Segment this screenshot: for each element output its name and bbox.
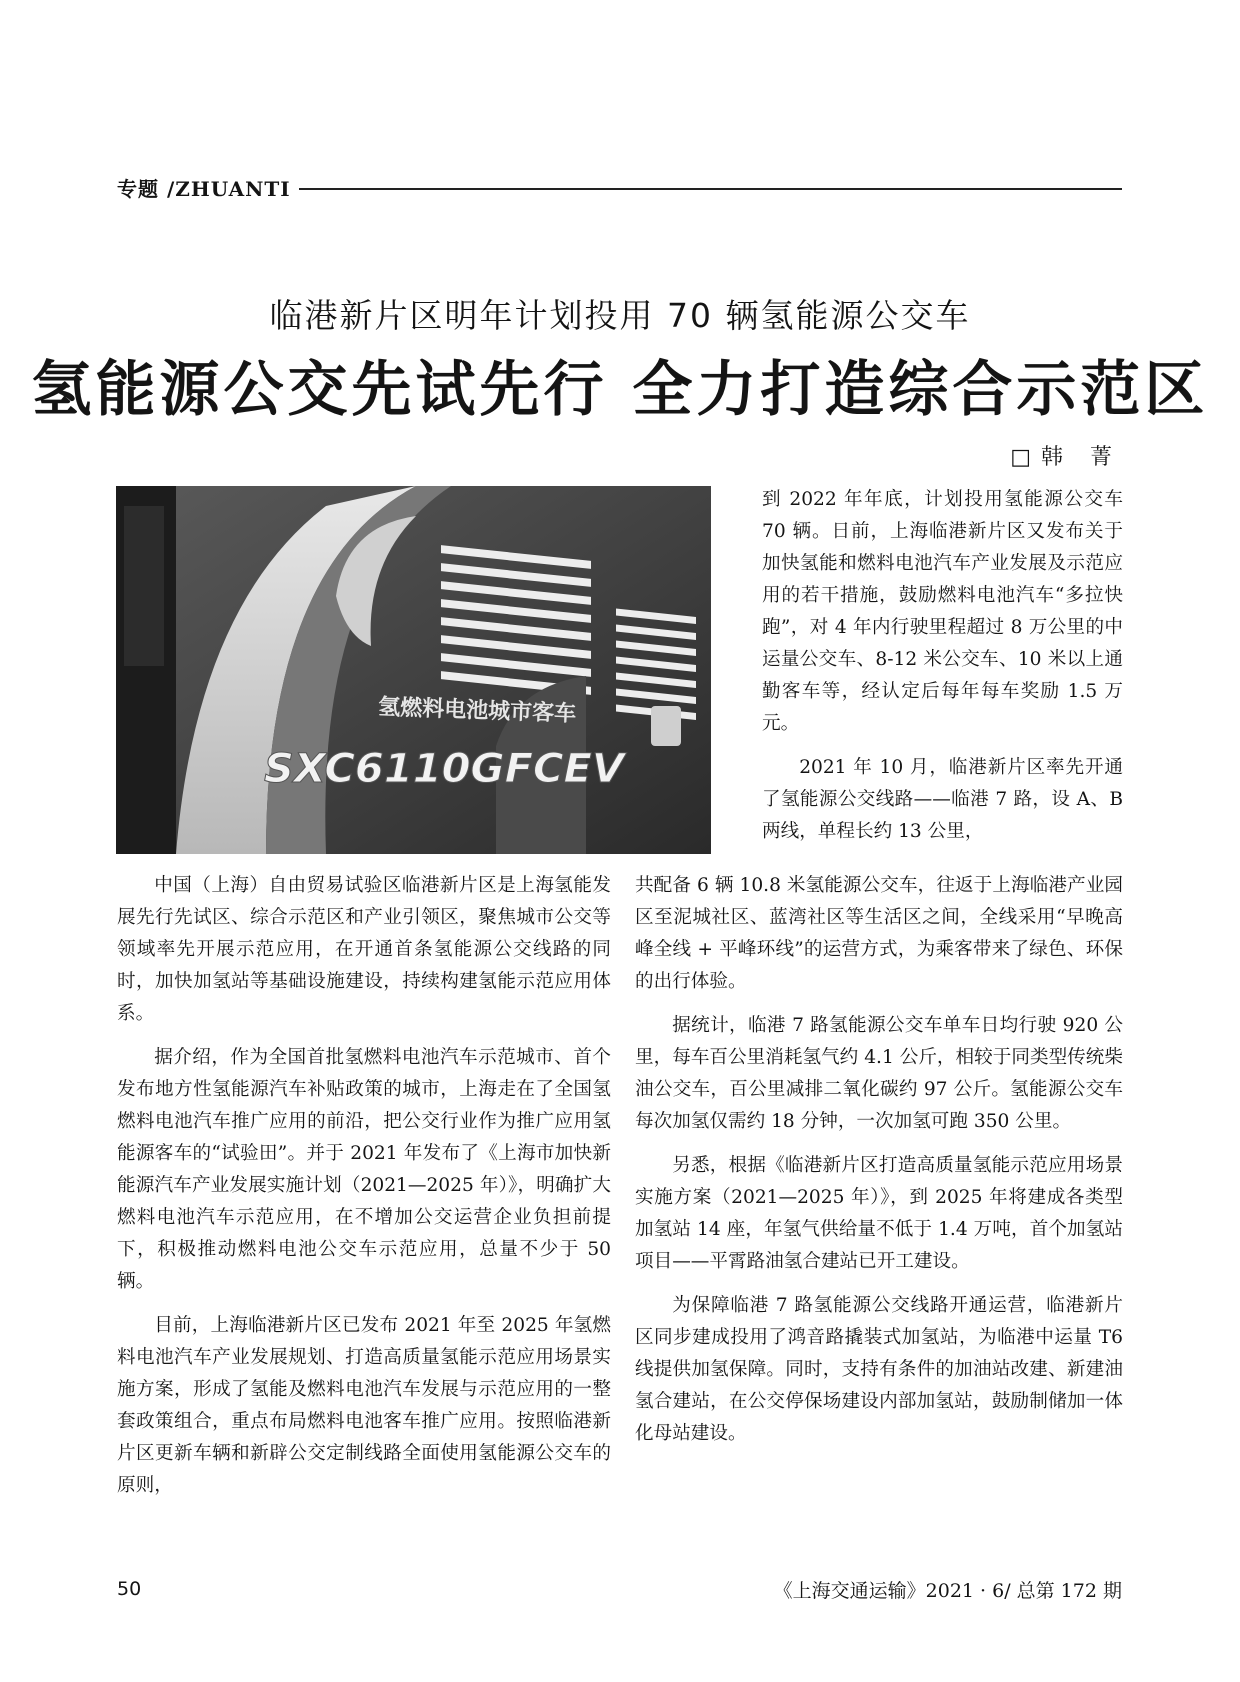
paragraph: 中国（上海）自由贸易试验区临港新片区是上海氢能发展先行先试区、综合示范区和产业引领区，聚焦城市公交等领域率先开展示范应用，在开通首条氢能源公交线路的同时，加快加氢站等基础设施建设，持续构建氢能示范应用体系。 bbox=[117, 875, 611, 1024]
paragraph: 到 2022 年年底，计划投用氢能源公交车 70 辆。日前，上海临港新片区又发布关于加快氢能和燃料电池汽车产业发展及示范应用的若干措施，鼓励燃料电池汽车“多拉快跑”，对 4 年内行驶里程超过 8 万公里的中运量公交车、8-12 米公交车、10 米以上通勤客车等，经认定后每年每车奖励 1.5 万元。 bbox=[762, 489, 1123, 734]
bus-label-text: 氢燃料电池城市客车 bbox=[377, 695, 577, 727]
paragraph: 为保障临港 7 路氢能源公交线路开通运营，临港新片区同步建成投用了鸿音路撬装式加氢站，为临港中运量 T6 线提供加氢保障。同时，支持有条件的加油站改建、新建油氢合建站，在公交停保场建设内部加氢站，鼓励制储加一体化母站建设。 bbox=[635, 1295, 1123, 1444]
column-left bbox=[117, 870, 611, 1514]
paragraph: 2021 年 10 月，临港新片区率先开通了氢能源公交线路——临港 7 路，设 A、B 两线，单程长约 13 公里， bbox=[762, 757, 1123, 842]
article-subtitle: 临港新片区明年计划投用 70 辆氢能源公交车 bbox=[269, 296, 971, 335]
article-title: 氢能源公交先试先行 全力打造综合示范区 bbox=[31, 355, 1209, 425]
paragraph: 据统计，临港 7 路氢能源公交车单车日均行驶 920 公里，每车百公里消耗氢气约 4.1 公斤，相较于同类型传统柴油公交车，百公里减排二氧化碳约 97 公斤。氢能源公交车每次加氢仅需约 18 分钟，一次加氢可跑 350 公里。 bbox=[635, 1015, 1123, 1132]
section-header bbox=[117, 170, 1122, 204]
column-right-top bbox=[762, 484, 1123, 860]
journal-citation: 《上海交通运输》2021 · 6/ 总第 172 期 bbox=[773, 1580, 1122, 1602]
bus-photo bbox=[116, 486, 711, 854]
section-label: 专题 /ZHUANTI bbox=[117, 176, 291, 201]
bus-model-badge: SXC6110GFCEV bbox=[264, 746, 628, 792]
paragraph: 另悉，根据《临港新片区打造高质量氢能示范应用场景实施方案（2021—2025 年）》，到 2025 年将建成各类型加氢站 14 座，年氢气供给量不低于 1.4 万吨，首个加氢站项目——平霄路油氢合建站已开工建设。 bbox=[635, 1155, 1123, 1272]
paragraph: 据介绍，作为全国首批氢燃料电池汽车示范城市、首个发布地方性氢能源汽车补贴政策的城市，上海走在了全国氢燃料电池汽车推广应用的前沿，把公交行业作为推广应用氢能源客车的“试验田”。并于 2021 年发布了《上海市加快新能源汽车产业发展实施计划（2021—2025 年）》，明确扩大燃料电池汽车示范应用，在不增加公交运营企业负担前提下，积极推动燃料电池公交车示范应用，总量不少于 50 辆。 bbox=[117, 1047, 611, 1292]
header-rule bbox=[299, 188, 1122, 190]
column-right bbox=[635, 870, 1123, 1462]
paragraph: 目前，上海临港新片区已发布 2021 年至 2025 年氢燃料电池汽车产业发展规划、打造高质量氢能示范应用场景实施方案，形成了氢能及燃料电池汽车发展与示范应用的一整套政策组合，重点布局燃料电池客车推广应用。按照临港新片区更新车辆和新辟公交定制线路全面使用氢能源公交车的原则， bbox=[117, 1315, 611, 1496]
page-number: 50 bbox=[117, 1578, 142, 1600]
article-byline: □韩 菁 bbox=[1010, 445, 1122, 470]
paragraph: 共配备 6 辆 10.8 米氢能源公交车，往返于上海临港产业园区至泥城社区、蓝湾社区等生活区之间，全线采用“早晚高峰全线 + 平峰环线”的运营方式，为乘客带来了绿色、环保的出行体验。 bbox=[635, 875, 1123, 992]
